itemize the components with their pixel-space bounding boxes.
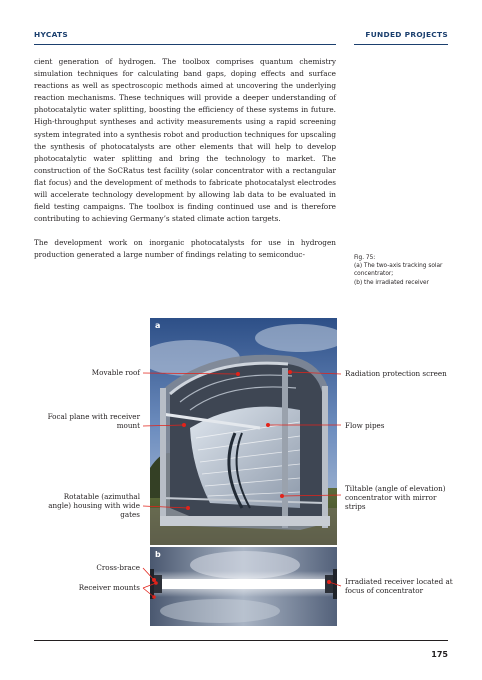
body-paragraph-2: The development work on inorganic photocatalysts for use in hydrogen production generated a large number of findings relating to semiconduc- xyxy=(34,238,336,260)
panel-label-b: b xyxy=(155,550,161,559)
label-movable-roof: Movable roof xyxy=(91,368,140,377)
footer-rule xyxy=(34,640,448,641)
leader-radiation-screen xyxy=(290,372,341,374)
running-header-right: FUNDED PROJECTS xyxy=(365,30,448,39)
leader-cross-brace xyxy=(143,568,154,580)
caption-fig-number: Fig. 75: xyxy=(354,255,376,261)
panel-label-a: a xyxy=(155,321,161,330)
label-receiver-mounts: Receiver mounts xyxy=(78,583,140,592)
caption-line-b: (b) the irradiated receiver xyxy=(354,279,429,286)
running-header-left: HYCATS xyxy=(34,30,69,39)
leader-receiver-mount-1 xyxy=(143,583,156,588)
leader-tiltable-concentrator xyxy=(282,495,341,496)
leader-rotatable-housing xyxy=(143,506,188,508)
leader-receiver-mount-2 xyxy=(143,588,154,597)
label-radiation-screen: Radiation protection screen xyxy=(345,369,447,378)
caption-line-a: (a) The two-axis tracking solar concentrator; xyxy=(354,263,443,278)
label-tiltable-concentrator: Tiltable (angle of elevation) concentrator with mirror strips xyxy=(345,484,446,512)
label-flow-pipes: Flow pipes xyxy=(345,421,385,430)
body-paragraph-1: cient generation of hydrogen. The toolbox comprises quantum chemistry simulation techniques for calculating band gaps, doping effects and surface reactions as well as spectroscopic methods aimed at uncovering the underlying reaction mechanisms. These techniques will provide a deeper understanding of photocatalytic water splitting, boosting the efficiency of these systems in future. High-throughput syntheses and activity measurements using a rapid screening system integrated into a synthesis robot and production techniques for upscaling the synthesis of photocatalysts are other elements that will help to develop photocatalytic water splitting and bring the technology to market. The construction of the SoCRatus test facility (solar concentrator with a rectangular flat focus) and the development of methods to fabricate photocatalyst electrodes will accelerate technology development by allowing lab data to be evaluated in field testing campaigns. The toolbox is finding continued use and is therefore contributing to achieving Germany’s stated climate action targets. xyxy=(34,57,336,224)
leader-movable-roof xyxy=(143,373,238,374)
page-number: 175 xyxy=(431,650,448,659)
label-cross-brace: Cross-brace xyxy=(96,563,140,572)
leader-focal-plane xyxy=(143,425,184,426)
label-rotatable-housing: Rotatable (azimuthal angle) housing with wide gates xyxy=(48,492,140,520)
label-irradiated-receiver: Irradiated receiver located at focus of concentrator xyxy=(345,577,453,596)
label-focal-plane: Focal plane with receiver mount xyxy=(47,412,140,431)
